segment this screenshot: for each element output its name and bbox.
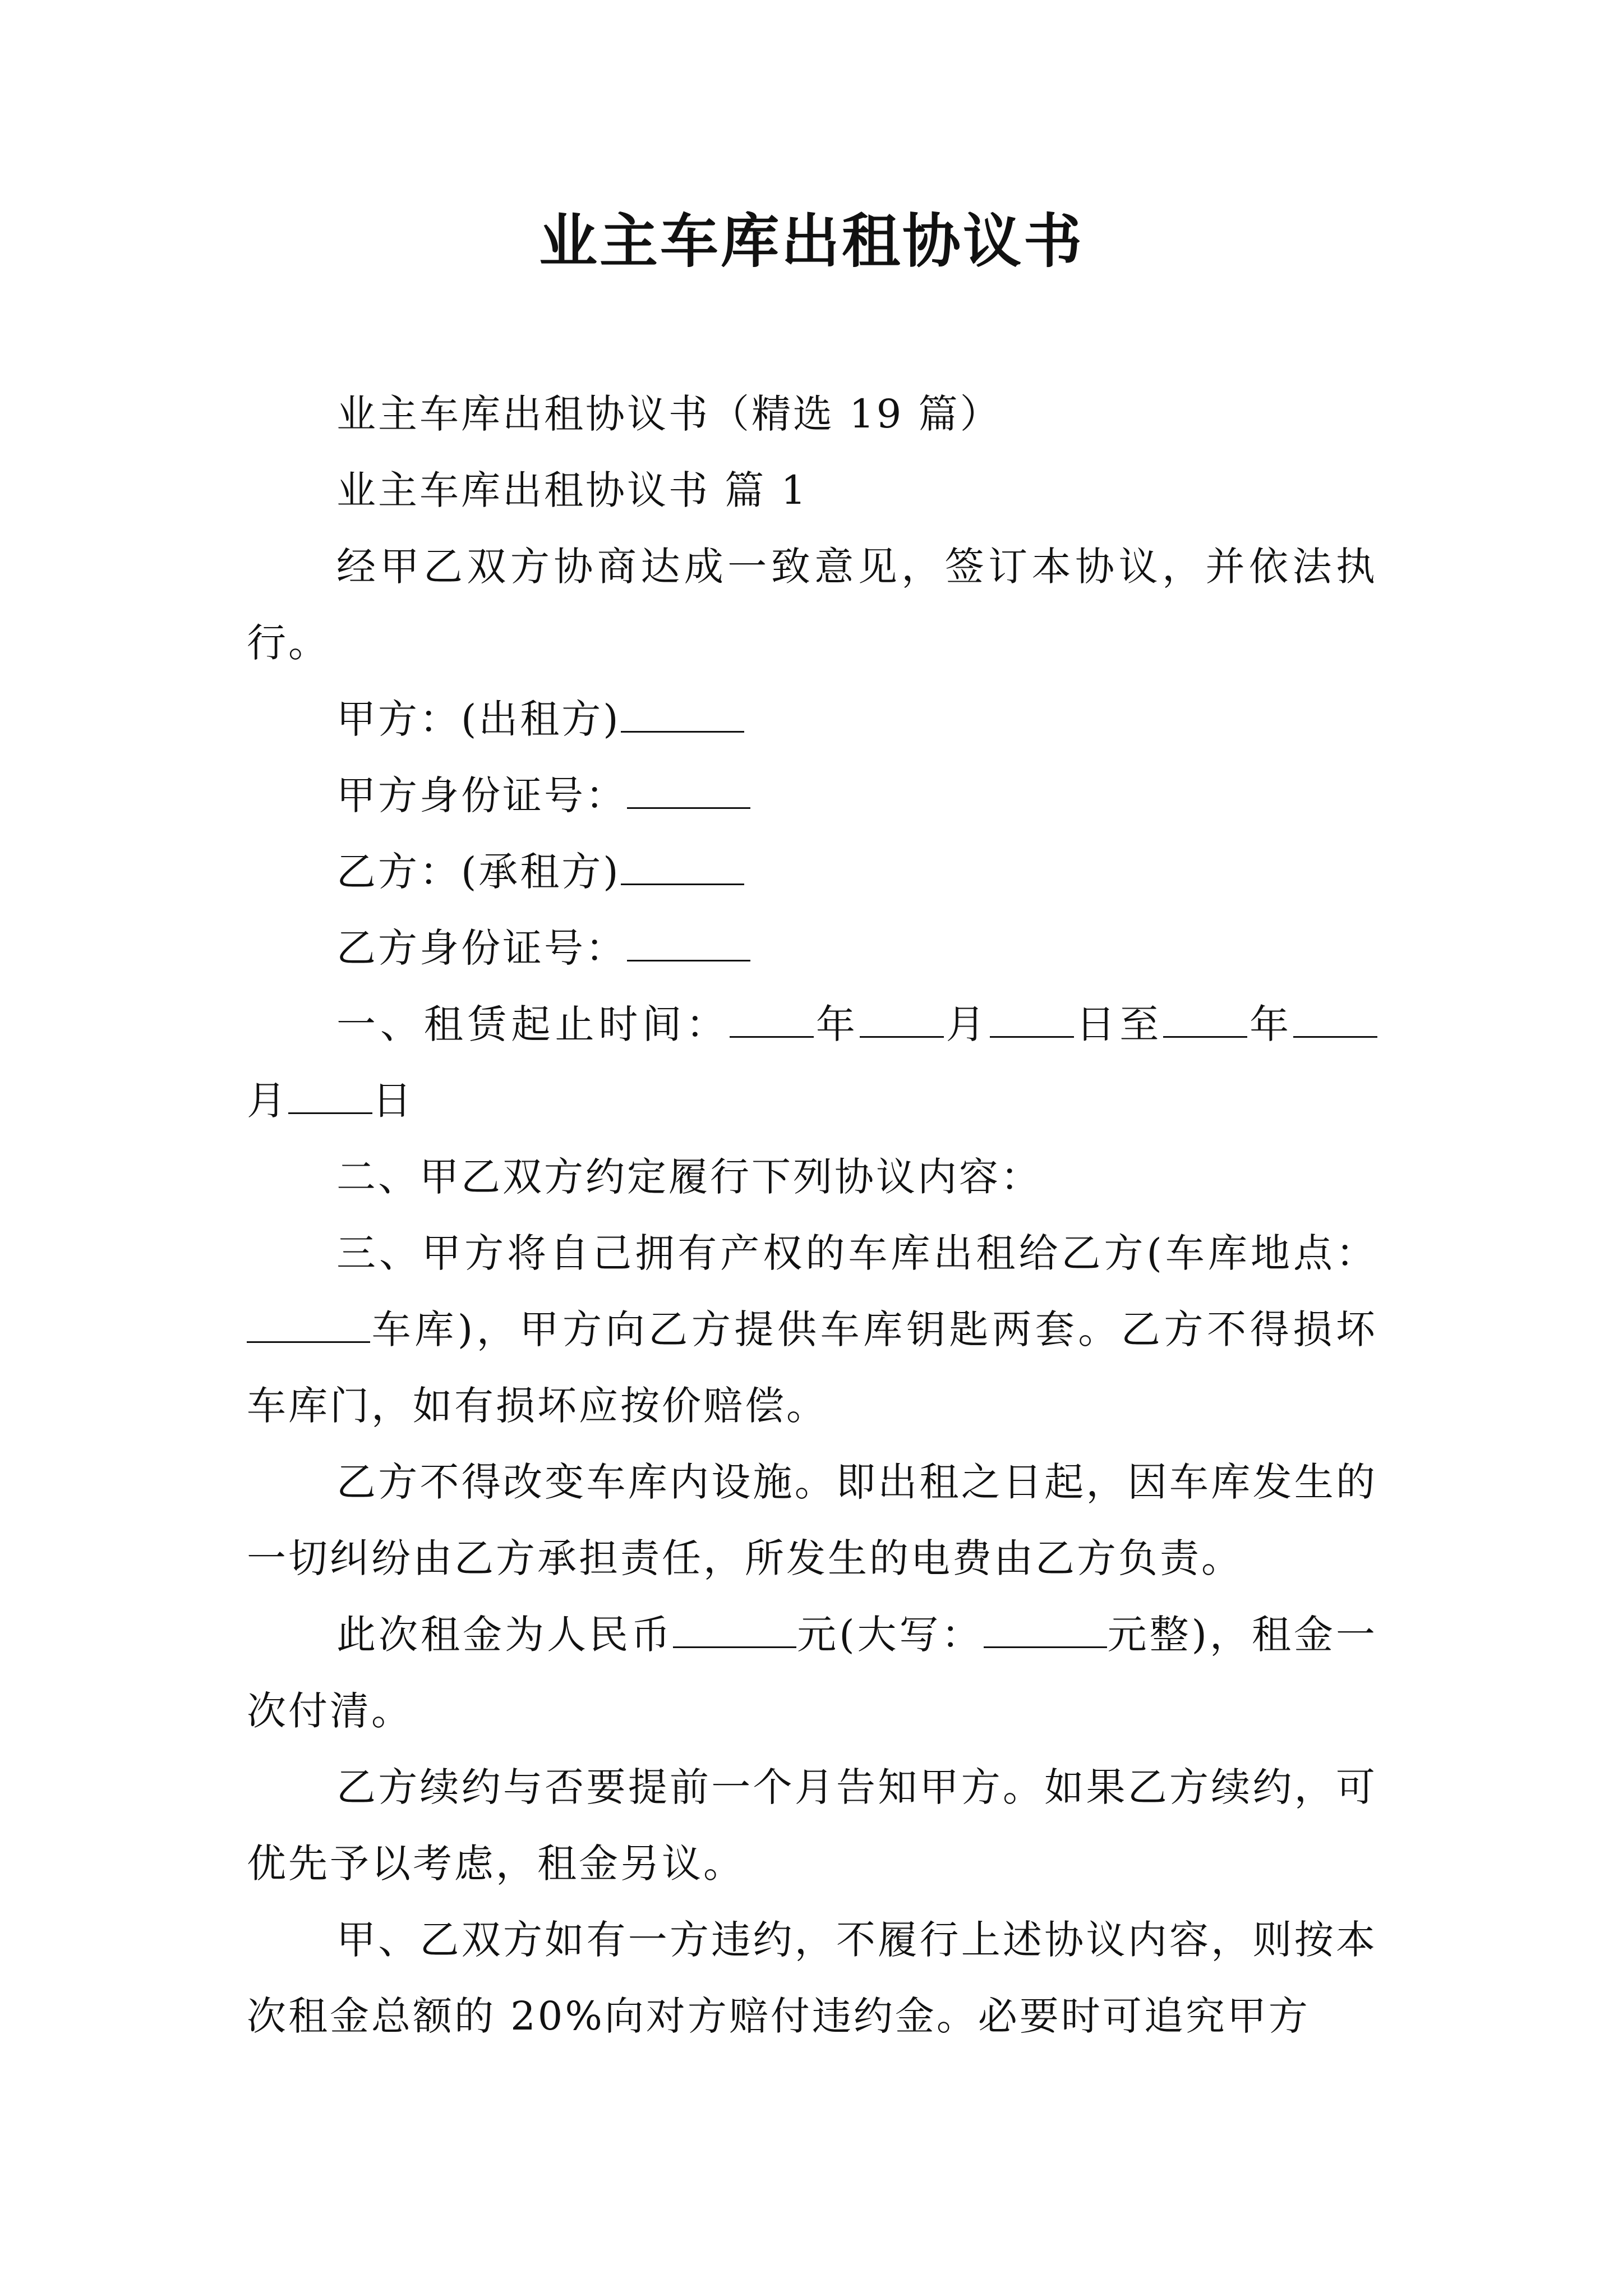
end-day-blank (288, 1079, 372, 1114)
rent-amount-words-blank (984, 1613, 1107, 1648)
start-month-unit: 月 (943, 1001, 990, 1047)
start-year-unit: 年 (814, 1001, 860, 1047)
party-b-id-blank (627, 926, 750, 961)
party-b-label: 乙方：(承租方) (336, 849, 621, 895)
party-b-blank (621, 850, 744, 885)
lease-term-paragraph (247, 986, 1377, 1139)
end-year-blank (1163, 1002, 1247, 1038)
facilities-paragraph: 乙方不得改变车库内设施。即出租之日起，因车库发生的一切纠纷由乙方承担责任，所发生的电费由乙方负责。 (247, 1459, 1377, 1581)
rent-amount-blank (673, 1613, 796, 1648)
party-a-id-line (247, 757, 1377, 834)
garage-location-blank (247, 1308, 370, 1343)
document-body (247, 376, 1377, 2054)
start-month-blank (860, 1002, 944, 1038)
start-day-blank (990, 1002, 1074, 1038)
rent-text-2: 元(大写： (796, 1612, 984, 1658)
end-day-unit: 日 (372, 1078, 414, 1124)
breach-paragraph: 甲、乙双方如有一方违约，不履行上述协议内容，则按本次租金总额的 20%向对方赔付违约金。必要时可追究甲方 (247, 1917, 1377, 2039)
party-a-id-label: 甲方身份证号： (336, 772, 627, 818)
party-b-id-label: 乙方身份证号： (336, 925, 627, 971)
end-year-unit: 年 (1247, 1001, 1294, 1047)
end-month-blank (1293, 1002, 1377, 1038)
section-heading: 业主车库出租协议书 篇 1 (336, 467, 809, 513)
party-a-line (247, 681, 1377, 757)
subtitle-paragraph: 业主车库出租协议书（精选 19 篇） (336, 391, 1002, 437)
rent-text-3: 元整)，租金一次付清。 (247, 1612, 1378, 1734)
intro-paragraph: 经甲乙双方协商达成一致意见，签订本协议，并依法执行。 (247, 544, 1377, 666)
end-month-unit: 月 (247, 1078, 288, 1124)
lease-term-label: 一、租赁起止时间： (336, 1001, 730, 1047)
renewal-paragraph: 乙方续约与否要提前一个月告知甲方。如果乙方续约，可优先予以考虑，租金另议。 (247, 1764, 1377, 1887)
document-title: 业主车库出租协议书 (538, 207, 1084, 275)
start-year-blank (730, 1002, 814, 1038)
clause-3-text-after: 车库)，甲方向乙方提供车库钥匙两套。乙方不得损坏车库门，如有损坏应按价赔偿。 (247, 1306, 1377, 1429)
party-b-line (247, 834, 1377, 910)
party-a-blank (621, 697, 744, 733)
clause-2-paragraph: 二、甲乙双方约定履行下列协议内容： (336, 1154, 1042, 1200)
rent-text-1: 此次租金为人民币 (336, 1612, 674, 1658)
clause-3-paragraph (247, 1215, 1377, 1444)
party-b-id-line (247, 910, 1377, 986)
start-day-unit: 日至 (1073, 1001, 1164, 1047)
party-a-id-blank (627, 774, 750, 809)
party-a-label: 甲方：(出租方) (336, 696, 621, 742)
clause-3-text-before: 三、甲方将自己拥有产权的车库出租给乙方(车库地点： (336, 1230, 1377, 1276)
rent-paragraph (247, 1596, 1377, 1749)
